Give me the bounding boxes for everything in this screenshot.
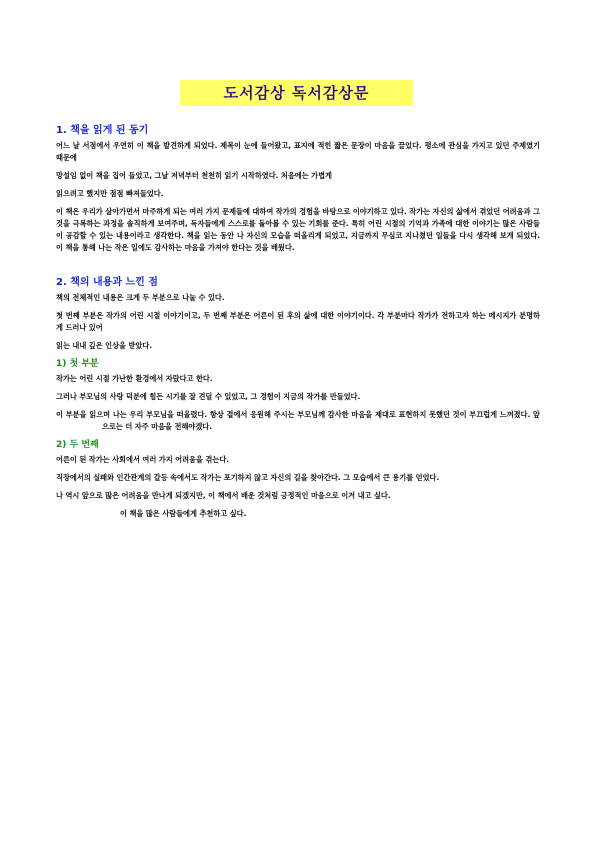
document-body (56, 124, 540, 526)
section-2-paragraph: 첫 번째 부분은 작가의 어린 시절 이야기이고, 두 번째 부분은 어른이 된 후의 삶에 대한 이야기이다. 각 부분마다 작가가 전하고자 하는 메시지가 분명하게 드러나 있어 (56, 311, 540, 332)
section-2-paragraph: 책의 전체적인 내용은 크게 두 부분으로 나눌 수 있다. (56, 293, 225, 302)
section-1-paragraph: 어느 날 서점에서 우연히 이 책을 발견하게 되었다. 제목이 눈에 들어왔고, 표지에 적힌 짧은 문장이 마음을 끌었다. 평소에 관심을 가지고 있던 주제였기 때문에 (56, 141, 540, 162)
subsection-2-item: 나 역시 앞으로 많은 어려움을 만나게 되겠지만, 이 책에서 배운 것처럼 긍정적인 마음으로 이겨 내고 싶다. (56, 491, 391, 500)
spacer (56, 260, 540, 276)
subsection-2-item: 직장에서의 실패와 인간관계의 갈등 속에서도 작가는 포기하지 않고 자신의 길을 찾아간다. 그 모습에서 큰 용기를 얻었다. (56, 473, 440, 482)
section-2-heading: 2. 책의 내용과 느낀 점 (56, 277, 158, 288)
subsection-1-heading: 1) 첫 부분 (56, 359, 99, 369)
subsection-2-heading: 2) 두 번째 (56, 440, 99, 450)
document-title: 도서감상 독서감상문 (180, 80, 413, 106)
section-1-paragraph: 이 책은 우리가 살아가면서 마주하게 되는 여러 가지 문제들에 대하여 작가의 경험을 바탕으로 이야기하고 있다. 작가는 자신의 삶에서 겪었던 어려움과 그것을 극복하는 과정을 솔직하게 보여주며, 독자들에게 스스로를 돌아볼 수 있는 기회를 준다. 특히 어린 시절의 기억과 가족에 대한 이야기는 많은 사람들이 공감할 수 있는 내용이라고 생각한다. 책을 읽는 동안 나 자신의 모습을 떠올리게 되었고, 지금까지 무심코 지나쳤던 일들을 다시 생각해 보게 되었다. 이 책을 통해 나는 작은 일에도 감사하는 마음을 가져야 한다는 것을 배웠다. (56, 207, 540, 252)
subsection-1-item: 그러나 부모님의 사랑 덕분에 힘든 시기를 잘 견딜 수 있었고, 그 경험이 지금의 작가를 만들었다. (56, 392, 361, 401)
subsection-2-indented-line: 이 책을 많은 사람들에게 추천하고 싶다. (120, 509, 247, 518)
subsection-1-paragraph: 작가는 어린 시절 가난한 환경에서 자랐다고 한다. (56, 374, 213, 383)
section-1-paragraph: 읽으려고 했지만 점점 빠져들었다. (56, 189, 164, 198)
section-2-paragraph: 읽는 내내 깊은 인상을 받았다. (56, 341, 153, 350)
section-1-paragraph: 망설임 없이 책을 집어 들었고, 그날 저녁부터 천천히 읽기 시작하였다. 처음에는 가볍게 (56, 171, 332, 180)
subsection-1-item: 이 부분을 읽으며 나는 우리 부모님을 떠올렸다. 항상 곁에서 응원해 주시는 부모님께 감사한 마음을 제대로 표현하지 못했던 것이 부끄럽게 느껴졌다. 앞으로는 더 자주 마음을 전해야겠다. (56, 410, 540, 431)
section-1-heading: 1. 책을 읽게 된 동기 (56, 125, 149, 136)
subsection-2-paragraph: 어른이 된 작가는 사회에서 여러 가지 어려움을 겪는다. (56, 455, 229, 464)
